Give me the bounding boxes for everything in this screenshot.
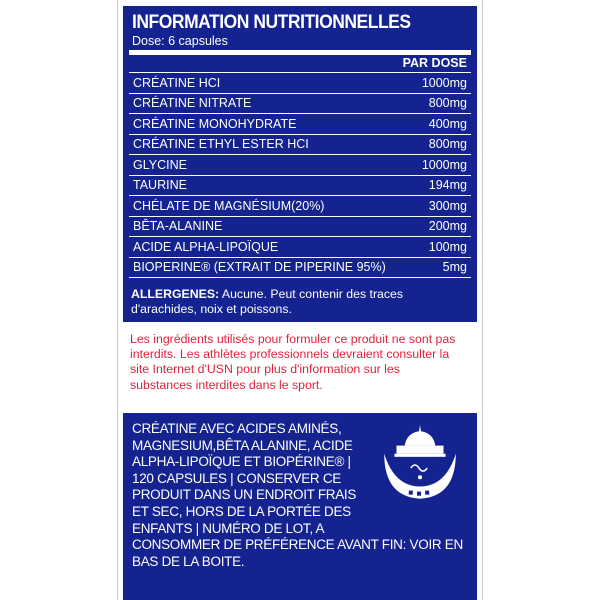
- info-block: [132, 421, 470, 570]
- nutrient-value: 1000mg: [421, 75, 467, 90]
- nutrient-value: 5mg: [442, 260, 467, 275]
- dose-text: Dose: 6 capsules: [132, 34, 228, 48]
- nutrient-value: 1000mg: [421, 157, 467, 172]
- nutrient-value: 800mg: [428, 137, 467, 152]
- halaal-logo: [374, 421, 470, 521]
- nutrient-name: CRÉATINE HCI: [133, 75, 221, 90]
- nutrient-value: 200mg: [428, 219, 467, 234]
- table-row: [129, 257, 471, 279]
- nutrient-name: CRÉATINE MONOHYDRATE: [133, 116, 297, 131]
- table-row: [129, 134, 471, 155]
- table-row: [129, 154, 471, 175]
- nutrient-name: CHÉLATE DE MAGNÉSIUM(20%): [133, 198, 325, 213]
- info-panel: [123, 413, 477, 600]
- allergens: [131, 287, 461, 317]
- allergens-label: ALLERGENES:: [131, 287, 220, 301]
- divider: [129, 50, 471, 55]
- table-row: [129, 216, 471, 237]
- product-info-text: CRÉATINE AVEC ACIDES AMINÉS, MAGNESIUM,BÊTA ALANINE, ACIDE ALPHA-LIPOÏQUE ET BIOPÉRINE® | 120 CAPSULES | CONSERVER CE PRODUIT DANS UN ENDROIT FRAIS ET SEC, HORS DE LA PORTÉE DES ENFANTS | NUMÉRO DE LOT, A CONSOMMER DE PRÉFÉRENCE AVANT FIN: VOIR EN BAS DE LA BOITE.: [132, 421, 463, 569]
- nutrition-panel: [123, 6, 477, 322]
- nutrient-value: 300mg: [428, 198, 467, 213]
- nutrient-name: BIOPERINE® (EXTRAIT DE PIPERINE 95%): [133, 260, 386, 275]
- nutrient-name: TAURINE: [133, 178, 187, 193]
- table-row: [129, 236, 471, 257]
- nutrient-value: 194mg: [428, 178, 467, 193]
- table-row: [129, 113, 471, 134]
- column-header: PAR DOSE: [402, 56, 467, 70]
- table-row: [129, 72, 471, 93]
- nutrition-table: [129, 72, 471, 278]
- panel-title: INFORMATION NUTRITIONNELLES: [132, 12, 411, 33]
- halaal-logo-icon: [374, 423, 466, 505]
- nutrient-name: BÊTA-ALANINE: [133, 219, 223, 234]
- table-row: [129, 93, 471, 114]
- nutrient-value: 800mg: [428, 96, 467, 111]
- table-row: [129, 195, 471, 216]
- nutrient-name: GLYCINE: [133, 157, 187, 172]
- allergens-text: Aucune. Peut contenir des traces d'arachides, noix et poissons.: [131, 287, 404, 316]
- nutrient-name: CRÉATINE ETHYL ESTER HCI: [133, 137, 309, 152]
- nutrient-name: CRÉATINE NITRATE: [133, 96, 252, 111]
- nutrient-name: ACIDE ALPHA-LIPOÏQUE: [133, 239, 279, 254]
- nutrient-value: 400mg: [428, 116, 467, 131]
- nutrient-value: 100mg: [428, 239, 467, 254]
- table-row: [129, 175, 471, 196]
- warning-text: Les ingrédients utilisés pour formuler ce produit ne sont pas interdits. Les athlètes professionnels devraient consulter la site Internet d'USN pour plus d'information sur les substances interdites dans le sport.: [130, 332, 456, 392]
